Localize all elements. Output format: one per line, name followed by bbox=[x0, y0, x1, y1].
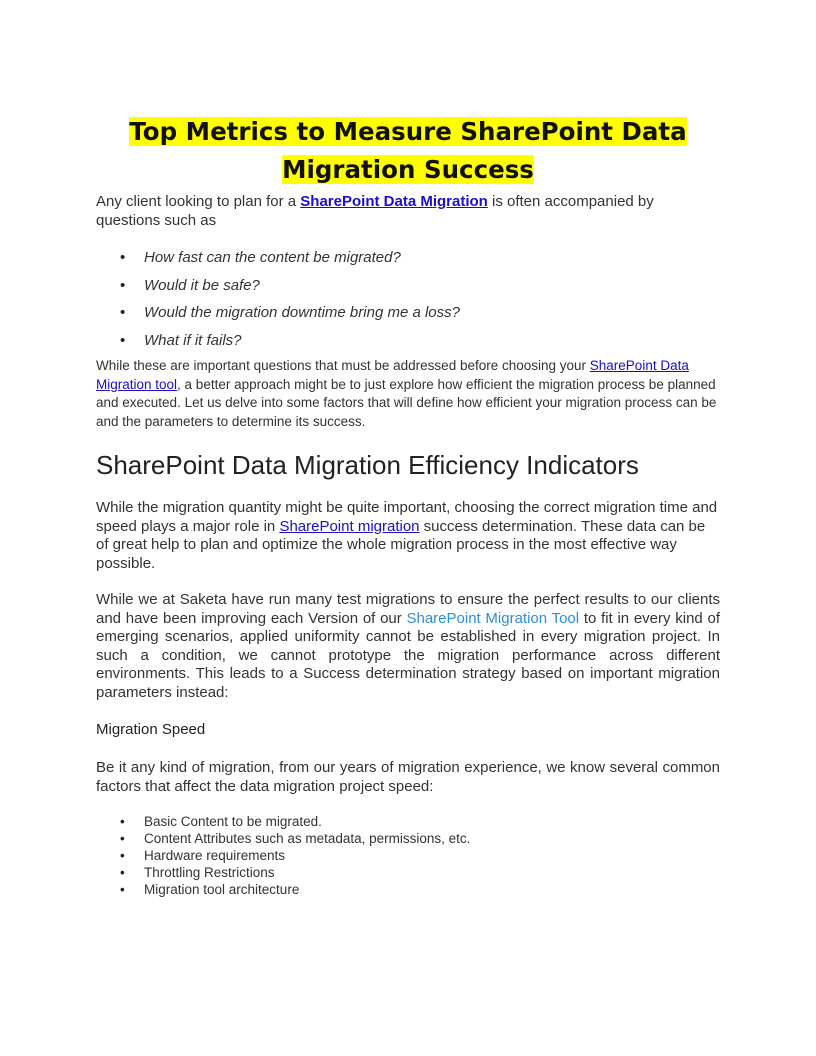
para4-text-before: While we at Saketa have run many test migrations to ensure the perfect results to our clients and have been improving each Version of our bbox=[96, 591, 720, 627]
factors-list bbox=[96, 813, 720, 898]
list-item: • Would the migration downtime bring me a loss? bbox=[96, 303, 720, 331]
questions-list bbox=[96, 248, 720, 358]
para2-text-before: While these are important questions that must be addressed before choosing your bbox=[96, 358, 590, 373]
efficiency-paragraph bbox=[96, 499, 720, 573]
intro-text-after: is often accompanied by questions such as bbox=[96, 193, 654, 229]
list-item: • Hardware requirements bbox=[96, 847, 720, 864]
saketa-paragraph bbox=[96, 591, 720, 702]
sharepoint-data-migration-link[interactable]: SharePoint Data Migration bbox=[300, 193, 488, 210]
list-item: • Content Attributes such as metadata, permissions, etc. bbox=[96, 830, 720, 847]
list-item: • How fast can the content be migrated? bbox=[96, 248, 720, 276]
para3-text-before: While the migration quantity might be quite important, choosing the correct migration time and speed plays a major role in bbox=[96, 499, 718, 535]
migration-speed-subheading: Migration Speed bbox=[96, 721, 206, 738]
sharepoint-data-migration-tool-link[interactable]: SharePoint Data Migration tool bbox=[96, 358, 689, 392]
list-item: • Basic Content to be migrated. bbox=[96, 813, 720, 830]
sharepoint-migration-tool-link[interactable]: SharePoint Migration Tool bbox=[406, 609, 580, 627]
para4-text-after: to fit in every kind of emerging scenarios, applied uniformity cannot be established in every migration project. In such a condition, we cannot prototype the migration performance across different environments. This leads to a Success determination strategy based on important migration parameters instead: bbox=[96, 609, 720, 701]
section-heading: SharePoint Data Migration Efficiency Indicators bbox=[96, 450, 639, 480]
list-item: • Throttling Restrictions bbox=[96, 864, 720, 881]
list-item: • Migration tool architecture bbox=[96, 881, 720, 898]
page-title bbox=[96, 113, 720, 189]
intro-paragraph bbox=[96, 192, 720, 230]
title-highlight: Top Metrics to Measure SharePoint Data Migration Success bbox=[129, 117, 687, 185]
list-item: • What if it fails? bbox=[96, 331, 720, 359]
intro-text-before: Any client looking to plan for a bbox=[96, 193, 301, 210]
speed-factors-paragraph: Be it any kind of migration, from our years of migration experience, we know several common factors that affect the data migration project speed: bbox=[96, 759, 720, 795]
sharepoint-migration-link[interactable]: SharePoint migration bbox=[279, 517, 420, 535]
list-item: • Would it be safe? bbox=[96, 276, 720, 304]
questions-followup-paragraph bbox=[96, 357, 720, 431]
para2-text-after: , a better approach might be to just explore how efficient the migration process be planned and executed. Let us delve into some factors that will define how efficient your migration process can be and the parameters to determine its success. bbox=[96, 376, 717, 429]
para3-text-after: success determination. These data can be of great help to plan and optimize the whole migration process in the most effective way possible. bbox=[96, 517, 706, 572]
